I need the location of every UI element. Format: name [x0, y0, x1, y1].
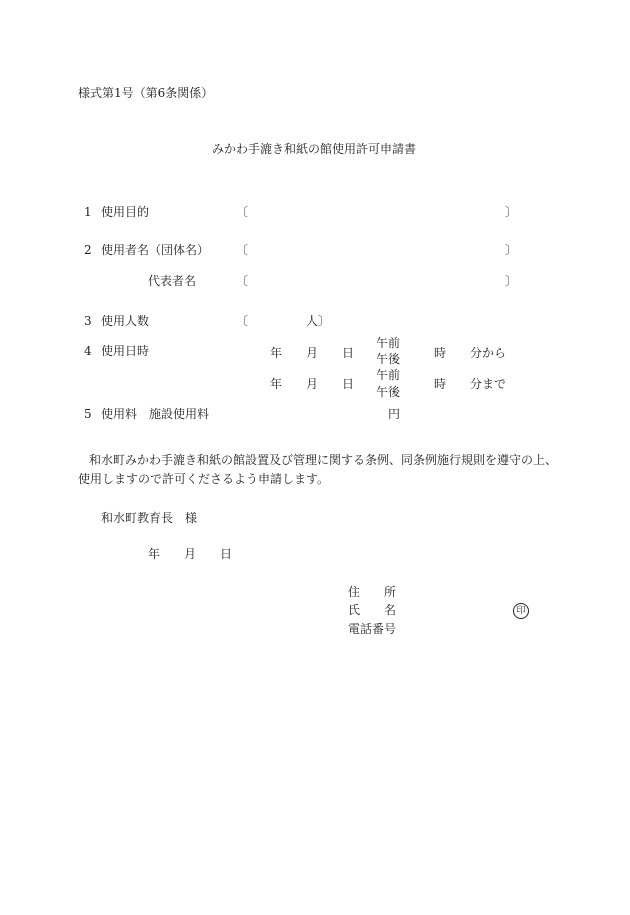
representative-label: 代表者名 [148, 274, 197, 288]
item-1-bracket-close: 〕 [505, 205, 518, 219]
end-day: 日 [342, 377, 355, 391]
start-month: 月 [306, 346, 319, 360]
item-4-label: 使用日時 [101, 344, 150, 358]
item-1-bracket-open: 〔 [236, 205, 249, 219]
page-title: みかわ手漉き和紙の館使用許可申請書 [212, 142, 417, 156]
end-hour: 時 [434, 377, 447, 391]
date-year: 年 [148, 547, 161, 561]
body-text-line-2: 使用しますので許可くださるよう申請します。 [78, 472, 330, 486]
end-minute-until: 分まで [470, 377, 507, 391]
applicant-address: 住 所 [348, 585, 397, 599]
form-label: 様式第1号（第6条関係） [78, 86, 214, 100]
end-pm: 午後 [376, 385, 401, 399]
end-year: 年 [270, 377, 283, 391]
date-month: 月 [184, 547, 197, 561]
item-3-label: 使用人数 [101, 314, 150, 328]
item-1-number: 1 [84, 205, 92, 219]
representative-bracket-close: 〕 [505, 274, 518, 288]
people-unit: 人〕 [306, 314, 331, 328]
addressee: 和水町教育長 様 [101, 511, 198, 525]
item-3-number: 3 [84, 314, 92, 328]
item-5-label: 使用料 施設使用料 [101, 407, 210, 421]
start-am: 午前 [376, 336, 401, 350]
item-4-number: 4 [84, 344, 92, 358]
start-minute-from: 分から [470, 346, 507, 360]
representative-bracket-open: 〔 [236, 274, 249, 288]
start-pm: 午後 [376, 352, 401, 366]
item-5-number: 5 [84, 407, 92, 421]
item-1-label: 使用目的 [101, 205, 150, 219]
item-3-bracket-open: 〔 [236, 314, 249, 328]
applicant-name: 氏 名 [348, 603, 397, 617]
end-am: 午前 [376, 368, 401, 382]
start-hour: 時 [434, 346, 447, 360]
start-day: 日 [342, 346, 355, 360]
item-2-bracket-open: 〔 [236, 243, 249, 257]
start-year: 年 [270, 346, 283, 360]
item-2-label: 使用者名（団体名） [101, 243, 210, 257]
body-text-line-1: 和水町みかわ手漉き和紙の館設置及び管理に関する条例、同条例施行規則を遵守の上、 [89, 453, 558, 467]
seal-icon: 印 [513, 603, 529, 619]
fee-unit: 円 [388, 407, 401, 421]
item-2-bracket-close: 〕 [505, 243, 518, 257]
item-2-number: 2 [84, 243, 92, 257]
applicant-phone: 電話番号 [348, 622, 397, 636]
end-month: 月 [306, 377, 319, 391]
date-day: 日 [220, 547, 233, 561]
